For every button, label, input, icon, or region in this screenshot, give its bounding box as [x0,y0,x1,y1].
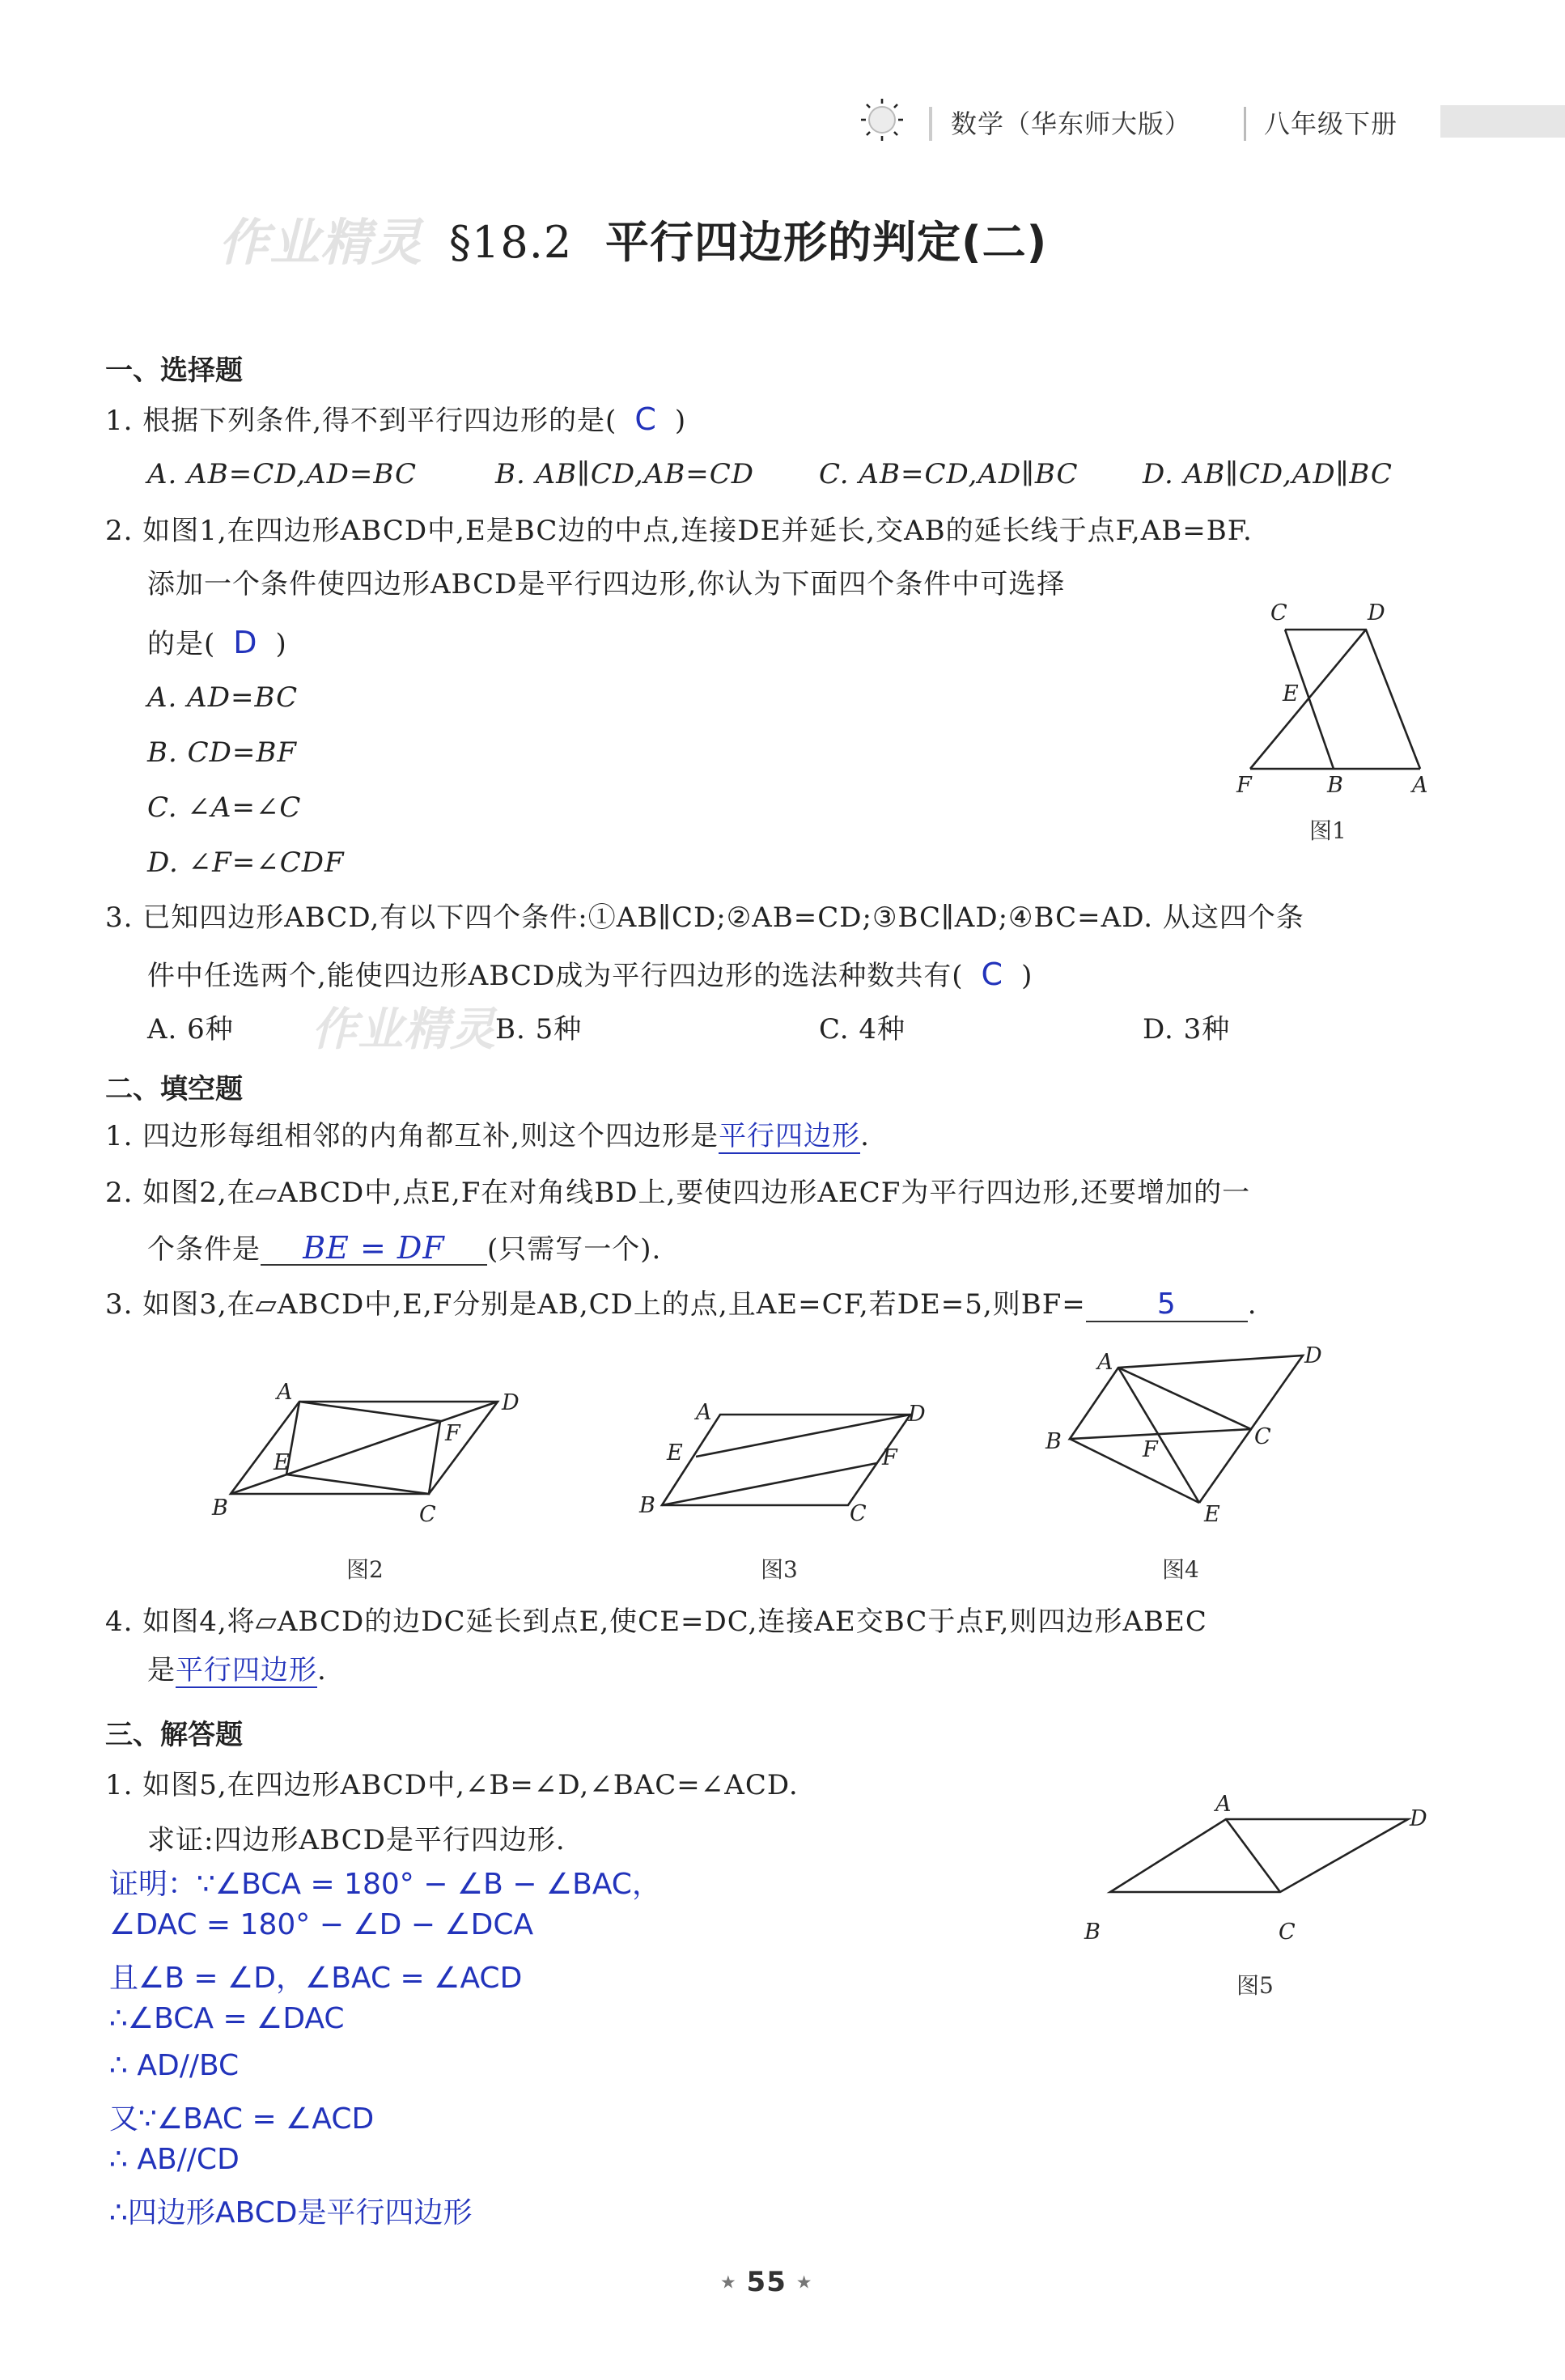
fig2-label-b: B [212,1495,228,1521]
fig2-label-f: F [445,1421,460,1446]
fig4-ac [1118,1368,1251,1429]
fig3-caption: 图3 [761,1556,798,1583]
fill-q2-line1: 2. 如图2,在▱ABCD中,点E,F在对角线BD上,要使四边形AECF为平行四边形,还要增加的一 [105,1177,1251,1209]
fill-q3-answer: 5 [1086,1288,1248,1322]
fig4-label-b: B [1045,1429,1062,1454]
header-bar [1440,105,1565,138]
q1-option-c: C. AB=CD,AD∥BC [819,458,1079,490]
fill-q1-text: 1. 四边形每组相邻的内角都互补,则这个四边形是 [105,1120,719,1152]
figure-5 [1092,1797,1432,1918]
fig3-parallelogram [662,1415,910,1505]
fig2-label-c: C [419,1502,436,1527]
fig5-label-d: D [1410,1806,1427,1831]
fig1-label-b: B [1327,773,1343,798]
fig3-label-a: A [696,1400,712,1425]
watermark-logo: 作业精灵 [218,213,423,272]
fill-q4-end: . [317,1654,327,1686]
fill-q2-end: (只需写一个). [487,1233,662,1266]
page-number: 55 [746,2266,787,2298]
q2-close: ) [275,628,287,660]
q3-option-b: B. 5种 [495,1013,583,1046]
watermark-logo-2: 作业精灵 [312,1003,496,1056]
q2-line3-text: 的是( [147,628,216,660]
q1-option-d: D. AB∥CD,AD∥BC [1143,458,1393,490]
fill-q4-line1: 4. 如图4,将▱ABCD的边DC延长到点E,使CE=DC,连接AE交BC于点F,则四边形ABEC [105,1606,1207,1638]
section-title: 平行四边形的判定(二) [605,217,1048,268]
fig3-label-f: F [882,1445,897,1470]
fig2-label-a: A [277,1380,293,1405]
solve-q1-line1: 1. 如图5,在四边形ABCD中,∠B=∠D,∠BAC=∠ACD. [105,1769,799,1801]
star-icon: ★ [795,2272,813,2293]
fig5-label-b: B [1084,1920,1101,1945]
q3-option-d: D. 3种 [1143,1013,1231,1046]
fig1-fd [1250,630,1366,769]
header-grade: 八年级下册 [1264,108,1398,139]
q3-option-a: A. 6种 [147,1013,234,1046]
fill-q3 [105,1288,1258,1322]
part2-heading: 二、填空题 [105,1073,243,1105]
q1-answer: C [634,401,657,437]
fig1-label-d: D [1368,600,1385,626]
fig1-label-f: F [1236,773,1252,798]
fill-q3-text: 3. 如图3,在▱ABCD中,E,F分别是AB,CD上的点,且AE=CF,若DE=5,则BF= [105,1288,1086,1321]
header-book: 数学（华东师大版） [951,108,1192,139]
fig1-label-a: A [1412,773,1428,798]
q2-option-b: B. CD=BF [147,736,297,769]
figure-4 [1052,1335,1327,1521]
section-number: §18.2 [449,217,573,268]
q1-option-b: B. AB∥CD,AB=CD [495,458,755,490]
fig3-label-d: D [908,1402,926,1427]
header-divider [929,107,932,141]
q1-close: ) [674,405,687,437]
fig4-ce [1199,1429,1251,1503]
q2-line1: 2. 如图1,在四边形ABCD中,E是BC边的中点,连接DE并延长,交AB的延长线于点F,AB=BF. [105,515,1253,547]
q1-option-a: A. AB=CD,AD=BC [147,458,417,490]
fill-q1-answer: 平行四边形 [719,1120,861,1152]
solve-q1-line2: 求证:四边形ABCD是平行四边形. [147,1824,566,1856]
fig5-quadrilateral [1110,1819,1408,1892]
fig4-label-a: A [1097,1350,1113,1375]
fig2-diagonal-bd [231,1402,498,1494]
header-divider [1244,107,1246,141]
fig5-label-a: A [1215,1792,1232,1817]
q1-stem-text: 1. 根据下列条件,得不到平行四边形的是( [105,405,617,437]
part3-heading: 三、解答题 [105,1719,243,1751]
fig3-bf [662,1463,877,1505]
q3-line2-text: 件中任选两个,能使四边形ABCD成为平行四边形的选法种数共有( [147,960,964,992]
q3-close: ) [1021,960,1033,992]
fig2-caption: 图2 [346,1556,384,1583]
page-footer [720,2266,812,2300]
fig4-label-f: F [1143,1437,1158,1462]
fill-q4-answer: 平行四边形 [176,1654,317,1686]
q2-answer: D [233,625,258,660]
proof-line-2: ∠DAC = 180° − ∠D − ∠DCA [109,1908,534,1941]
fill-q3-end: . [1247,1288,1258,1321]
proof-line-7: ∴ AB//CD [109,2143,240,2176]
q3-answer: C [981,957,1004,992]
fill-q2-answer: BE = DF [261,1232,487,1266]
fill-q4-line2 [147,1654,327,1686]
proof-line-1: 证明：∵∠BCA = 180° − ∠B − ∠BAC， [109,1868,661,1901]
fig1-label-e: E [1283,681,1299,706]
fig5-ac [1226,1819,1280,1892]
fig1-cd-da [1285,630,1420,769]
fig5-label-c: C [1279,1920,1296,1945]
q3-line1: 3. 已知四边形ABCD,有以下四个条件:①AB∥CD;②AB=CD;③BC∥AD;④BC=AD. 从这四个条 [105,902,1304,934]
proof-line-4: ∴∠BCA = ∠DAC [109,2002,345,2035]
fig3-label-b: B [639,1493,655,1518]
star-icon: ★ [720,2272,737,2293]
q2-option-a: A. AD=BC [147,681,299,714]
proof-line-8: ∴四边形ABCD是平行四边形 [109,2196,473,2229]
fig3-label-e: E [667,1440,683,1466]
fill-q4-line2-text: 是 [147,1654,176,1686]
figure-2 [210,1376,534,1521]
fill-q2-line2-text: 个条件是 [147,1233,261,1266]
q2-line3 [147,626,287,660]
q2-line2: 添加一个条件使四边形ABCD是平行四边形,你认为下面四个条件中可选择 [147,568,1066,600]
fig4-label-c: C [1254,1424,1271,1449]
fig4-label-d: D [1304,1343,1322,1368]
part1-heading: 一、选择题 [105,354,243,387]
q3-option-c: C. 4种 [819,1013,906,1046]
q1-stem [105,403,686,437]
fig4-label-e: E [1204,1502,1220,1527]
fig4-caption: 图4 [1162,1556,1199,1583]
sun-logo-icon [858,95,906,144]
q2-option-c: C. ∠A=∠C [147,791,302,824]
fig3-label-c: C [850,1501,867,1526]
fig3-ed [696,1415,910,1457]
q2-option-d: D. ∠F=∠CDF [147,846,345,879]
fig1-label-c: C [1270,600,1287,626]
proof-line-6: 又∵∠BAC = ∠ACD [109,2102,375,2136]
fill-q1 [105,1120,870,1152]
proof-line-3: 且∠B = ∠D，∠BAC = ∠ACD [109,1962,523,1995]
fig5-caption: 图5 [1236,1972,1274,1999]
fig2-label-e: E [274,1450,290,1475]
fig2-label-d: D [502,1390,520,1415]
q3-line2 [147,958,1033,992]
fill-q2-line2 [147,1232,661,1266]
proof-line-5: ∴ AD//BC [109,2049,240,2082]
fig1-caption: 图1 [1309,817,1347,844]
fill-q1-end: . [860,1120,870,1152]
